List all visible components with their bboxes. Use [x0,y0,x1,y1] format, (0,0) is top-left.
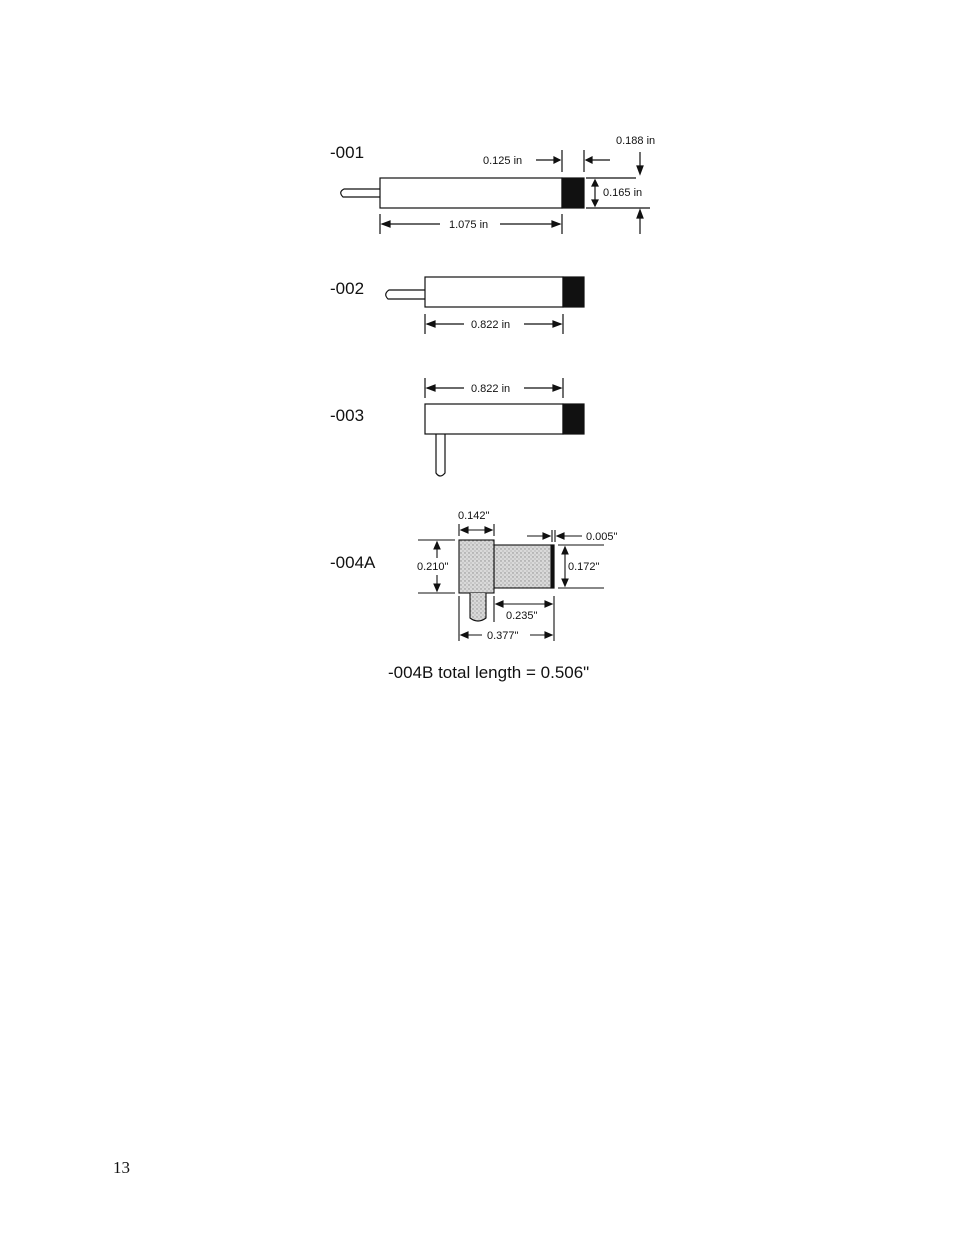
part-001-lead [341,189,380,197]
part-002-lead [386,290,425,299]
part-002-label: -002 [330,279,365,298]
dim-003-length: 0.822 in [471,383,511,395]
part-004A-face [551,545,554,588]
caption-004B: -004B total length = 0.506" [388,663,590,682]
part-003 [330,378,584,476]
dim-004A-face: 0.005" [586,531,618,543]
part-003-lead [436,434,445,476]
part-004A [330,510,618,642]
part-004A-label: -004A [330,553,376,572]
dim-004A-total-len: 0.377" [487,630,519,642]
dim-004A-body-dia: 0.172" [568,561,600,573]
dim-004A-head-len: 0.142" [458,510,490,522]
part-003-label: -003 [330,406,365,425]
dim-001-tip-gap: 0.188 in [616,135,656,147]
part-002 [330,277,584,334]
dim-001-height: 0.165 in [603,187,643,199]
dim-004A-head-dia: 0.210" [417,561,449,573]
dim-002-length: 0.822 in [471,319,511,331]
dim-001-tip-len: 0.125 in [483,155,523,167]
part-004A-lead [470,593,486,621]
part-004A-head [459,540,494,593]
part-004A-body [494,545,554,588]
part-001-body [380,178,562,208]
part-002-body [425,277,563,307]
part-002-tip [563,277,584,307]
page-number: 13 [113,1158,130,1177]
dim-001-length: 1.075 in [449,219,489,231]
part-001 [330,135,655,234]
part-001-tip [562,178,584,208]
part-003-body [425,404,563,434]
part-001-label: -001 [330,143,365,162]
dim-004A-body-len: 0.235" [506,610,538,622]
part-003-tip [563,404,584,434]
